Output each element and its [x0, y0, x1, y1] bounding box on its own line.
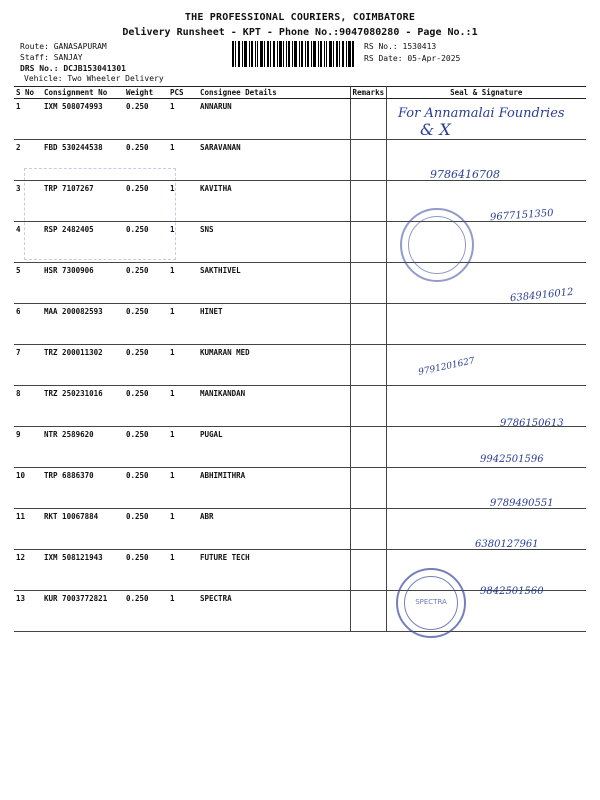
table-row — [14, 222, 586, 263]
cell-consignee: SNS — [198, 222, 350, 263]
cell-weight: 0.250 — [124, 304, 168, 345]
cell-sno: 9 — [14, 427, 42, 468]
cell-sno: 7 — [14, 345, 42, 386]
cell-consignee: SPECTRA — [198, 591, 350, 632]
col-header-remarks: Remarks — [350, 87, 386, 99]
cell-consignee: PUGAL — [198, 427, 350, 468]
cell-pcs: 1 — [168, 468, 198, 509]
col-header-consignee: Consignee Details — [198, 87, 350, 99]
cell-weight: 0.250 — [124, 222, 168, 263]
cell-consignment-no: NTR 2589620 — [42, 427, 124, 468]
handwriting-row10: 9942501596 — [480, 454, 544, 465]
cell-consignment-no: RSP 2482405 — [42, 222, 124, 263]
cell-pcs: 1 — [168, 181, 198, 222]
cell-remarks — [350, 386, 386, 427]
table-row — [14, 263, 586, 304]
col-header-pcs: PCS — [168, 87, 198, 99]
handwriting-row7: 9791201627 — [417, 356, 476, 378]
cell-consignee: KAVITHA — [198, 181, 350, 222]
handwriting-row12: 6380127961 — [475, 539, 539, 550]
handwriting-row5: 6384916012 — [509, 286, 575, 305]
cell-remarks — [350, 304, 386, 345]
cell-sno: 5 — [14, 263, 42, 304]
cell-pcs: 1 — [168, 304, 198, 345]
cell-consignment-no: KUR 7003772821 — [42, 591, 124, 632]
cell-consignment-no: IXM 508074993 — [42, 99, 124, 140]
cell-pcs: 1 — [168, 140, 198, 181]
cell-pcs: 1 — [168, 427, 198, 468]
company-title: THE PROFESSIONAL COURIERS, COIMBATORE — [184, 12, 416, 23]
cell-pcs: 1 — [168, 386, 198, 427]
cell-consignee: KUMARAN MED — [198, 345, 350, 386]
cell-weight: 0.250 — [124, 550, 168, 591]
cell-weight: 0.250 — [124, 263, 168, 304]
drs-number: DRS No.: DCJB153041301 — [20, 64, 126, 73]
cell-sno: 6 — [14, 304, 42, 345]
runsheet-table — [14, 86, 586, 632]
cell-seal-signature — [386, 304, 586, 345]
runsheet-subtitle: Delivery Runsheet - KPT - Phone No.:9047080280 - Page No.:1 — [122, 27, 478, 38]
cell-consignee: FUTURE TECH — [198, 550, 350, 591]
col-header-sno: S No — [14, 87, 42, 99]
cell-pcs: 1 — [168, 509, 198, 550]
cell-consignee: HINET — [198, 304, 350, 345]
handwriting-row9: 9786150613 — [500, 418, 564, 429]
cell-sno: 1 — [14, 99, 42, 140]
route-label: Route: GANASAPURAM — [20, 42, 107, 51]
rs-number: RS No.: 1530413 — [364, 42, 437, 51]
cell-pcs: 1 — [168, 222, 198, 263]
cell-remarks — [350, 550, 386, 591]
cell-consignee: ABR — [198, 509, 350, 550]
cell-weight: 0.250 — [124, 99, 168, 140]
col-header-seal: Seal & Signature — [386, 87, 586, 99]
cell-pcs: 1 — [168, 263, 198, 304]
cell-sno: 8 — [14, 386, 42, 427]
cell-remarks — [350, 99, 386, 140]
signature-row1: & X — [420, 120, 451, 139]
cell-weight: 0.250 — [124, 345, 168, 386]
cell-remarks — [350, 263, 386, 304]
cell-sno: 13 — [14, 591, 42, 632]
rs-date: RS Date: 05-Apr-2025 — [364, 54, 461, 63]
table-row — [14, 550, 586, 591]
staff-label: Staff: SANJAY — [20, 53, 83, 62]
cell-weight: 0.250 — [124, 181, 168, 222]
cell-consignment-no: IXM 508121943 — [42, 550, 124, 591]
cell-consignment-no: HSR 7300906 — [42, 263, 124, 304]
cell-sno: 10 — [14, 468, 42, 509]
cell-consignee: ABHIMITHRA — [198, 468, 350, 509]
cell-remarks — [350, 591, 386, 632]
cell-weight: 0.250 — [124, 386, 168, 427]
cell-consignee: SAKTHIVEL — [198, 263, 350, 304]
cell-weight: 0.250 — [124, 427, 168, 468]
cell-sno: 2 — [14, 140, 42, 181]
cell-remarks — [350, 427, 386, 468]
cell-remarks — [350, 468, 386, 509]
cell-consignee: MANIKANDAN — [198, 386, 350, 427]
cell-consignee: SARAVANAN — [198, 140, 350, 181]
cell-consignment-no: TRZ 250231016 — [42, 386, 124, 427]
stamp-text: SPECTRA — [415, 597, 447, 606]
cell-remarks — [350, 345, 386, 386]
table-row — [14, 304, 586, 345]
cell-weight: 0.250 — [124, 468, 168, 509]
table-row — [14, 140, 586, 181]
cell-sno: 11 — [14, 509, 42, 550]
cell-seal-signature — [386, 468, 586, 509]
cell-weight: 0.250 — [124, 591, 168, 632]
handwriting-row1: For Annamalai Foundries — [398, 106, 565, 121]
handwriting-row13: 9842501560 — [480, 586, 544, 597]
cell-pcs: 1 — [168, 550, 198, 591]
table-header-row — [14, 87, 586, 99]
cell-consignment-no: FBD 530244538 — [42, 140, 124, 181]
cell-consignment-no: TRZ 200011302 — [42, 345, 124, 386]
cell-weight: 0.250 — [124, 140, 168, 181]
cell-sno: 4 — [14, 222, 42, 263]
handwriting-row3: 9786416708 — [430, 168, 500, 181]
handwriting-row11: 9789490551 — [490, 498, 554, 509]
cell-sno: 12 — [14, 550, 42, 591]
col-header-weight: Weight — [124, 87, 168, 99]
cell-consignment-no: MAA 200082593 — [42, 304, 124, 345]
cell-pcs: 1 — [168, 591, 198, 632]
cell-consignee: ANNARUN — [198, 99, 350, 140]
cell-remarks — [350, 140, 386, 181]
cell-consignment-no: TRP 6886370 — [42, 468, 124, 509]
handwriting-row4: 9677151350 — [489, 207, 554, 224]
cell-remarks — [350, 222, 386, 263]
cell-weight: 0.250 — [124, 509, 168, 550]
vehicle-label: Vehicle: Two Wheeler Delivery — [24, 74, 164, 83]
cell-remarks — [350, 181, 386, 222]
round-stamp-row4 — [400, 208, 474, 282]
cell-seal-signature — [386, 345, 586, 386]
col-header-consignment: Consignment No — [42, 87, 124, 99]
round-stamp-row13 — [396, 568, 466, 638]
cell-sno: 3 — [14, 181, 42, 222]
cell-remarks — [350, 509, 386, 550]
cell-pcs: 1 — [168, 345, 198, 386]
barcode — [232, 41, 354, 67]
table-row — [14, 345, 586, 386]
cell-consignment-no: TRP 7107267 — [42, 181, 124, 222]
cell-consignment-no: RKT 10067884 — [42, 509, 124, 550]
cell-pcs: 1 — [168, 99, 198, 140]
